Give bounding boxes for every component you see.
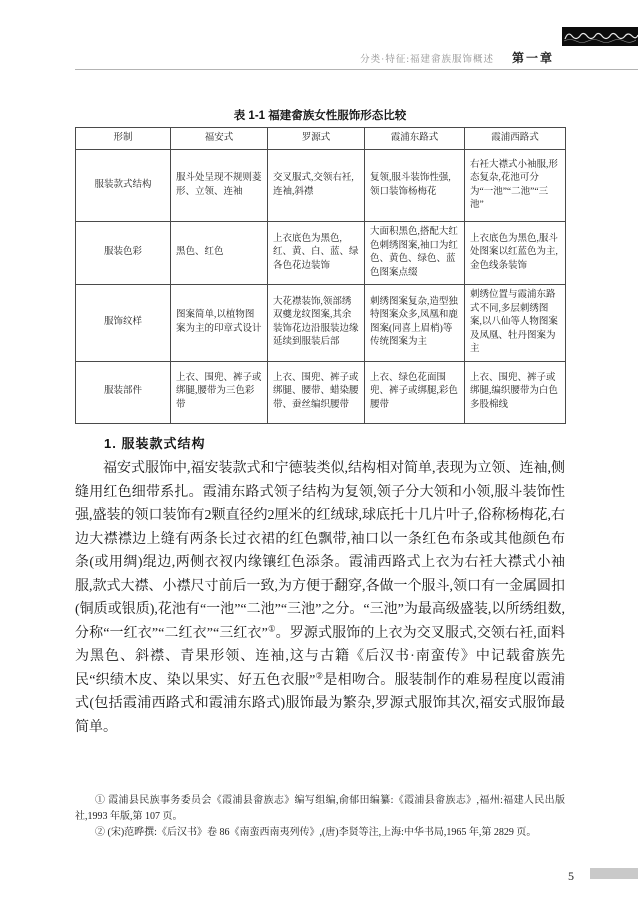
table-cell: 黑色、红色 [171, 222, 268, 285]
table-cell: 服斗处呈现不规则菱形、立领、连袖 [171, 150, 268, 222]
table-cell: 复领,服斗装饰性强,领口装饰杨梅花 [365, 150, 465, 222]
body-text-segment: 。罗源式服饰的上衣为交叉服式,交领右衽,面料为黑色、斜襟、青果形领、连袖,这与古籍《后汉书·南蛮传》中记载畲族先民“织绩木皮、染以果实、好五色衣服” [75, 625, 565, 688]
footnote-item: ① 霞浦县民族事务委员会《霞浦县畲族志》编写组编,俞郁田编纂:《霞浦县畲族志》,福州:福建人民出版社,1993 年版,第 107 页。 [75, 795, 565, 822]
table-cell: 上衣、绿色花面围兜、裤子或绑腿,彩色腰带 [365, 361, 465, 423]
section-heading: 1. 服装款式结构 [104, 436, 206, 451]
table-row [76, 285, 566, 362]
column-header: 霞浦东路式 [365, 128, 465, 150]
footer-bar [590, 868, 638, 879]
comparison-table [75, 127, 566, 424]
chapter-label: 第一章 [511, 51, 554, 65]
body-text-segment: 是相吻合。服装制作的难易程度以霞浦式(包括霞浦西路式和霞浦东路式)服饰最为繁杂,罗源式服饰其次,福安式服饰最简单。 [75, 672, 566, 735]
table-caption: 表 1-1 福建畲族女性服饰形态比较 [233, 110, 407, 122]
table-cell: 上衣、围兜、裤子或绑腿,编织腰带为白色多股棉线 [465, 361, 566, 423]
column-header: 霞浦西路式 [465, 128, 566, 150]
column-header: 罗源式 [268, 128, 365, 150]
scroll-pattern-icon [562, 27, 638, 46]
table-cell: 大花襟装饰,领部绣双夔龙纹图案,其余装饰花边沿服装边缘延续到服装后部 [268, 285, 365, 362]
table-row [76, 222, 566, 285]
footnote-item: ② (宋)范晔撰:《后汉书》卷 86《南蛮西南夷列传》,(唐)李贤等注,上海:中华书局,1965 年,第 2829 页。 [95, 827, 537, 838]
page-header [75, 49, 554, 67]
footnotes [75, 793, 565, 841]
table-row [76, 361, 566, 423]
body-text-segment: 福安式服饰中,福安装款式和宁德装类似,结构相对简单,表现为立领、连袖,侧缝用红色细带系扎。霞浦东路式领子结构为复领,领子分大领和小领,服斗装饰性强,盛装的领口装饰有2颗直径约2厘米的红绒球,球底托十几片叶子,俗称杨梅花,右边大襟襟边上缝有两条长过衣裙的红色飘带,袖口以一条红色布条或其他颜色布条(或用绸)绲边,两侧衣衩内缘镶红色添条。霞浦西路式上衣为右衽大襟式小袖服,款式大襟、小襟尺寸前后一致,为方便于翻穿,各做一个服斗,领口有一金属圆扣(铜质或银质),花池有“一池”“二池”“三池”之分。“三池”为最高级盛装,以所绣组数,分称“一红衣”“二红衣”“三红衣” [75, 461, 565, 641]
table-cell: 刺绣位置与霞浦东路式不同,多层刺绣图案,以八仙等人物图案及凤凰、牡丹图案为主 [465, 285, 566, 362]
table-cell: 上衣、围兜、裤子或绑腿,腰带为三色彩带 [171, 361, 268, 423]
table-header-row [76, 128, 566, 150]
header-rule [75, 69, 638, 70]
table-cell: 上衣底色为黑色,红、黄、白、蓝、绿各色花边装饰 [268, 222, 365, 285]
row-label: 服装色彩 [76, 222, 171, 285]
row-label: 服装款式结构 [76, 150, 171, 222]
footnote-ref-1: ① [267, 622, 276, 633]
header-ornament [562, 27, 638, 46]
table-cell: 大面积黑色,搭配大红色刺绣图案,袖口为红色、黄色、绿色、蓝色图案点缀 [365, 222, 465, 285]
table-row [76, 150, 566, 222]
column-header: 福安式 [171, 128, 268, 150]
row-label: 服装部件 [76, 361, 171, 423]
table-cell: 刺绣图案复杂,造型独特图案众多,凤凰和鹿图案(同喜上眉梢)等传统图案为主 [365, 285, 465, 362]
page-number: 5 [568, 869, 574, 883]
row-label: 服饰纹样 [76, 285, 171, 362]
table-cell: 交叉服式,交领右衽,连袖,斜襟 [268, 150, 365, 222]
table-cell: 右衽大襟式小袖服,形态复杂,花池可分为“一池”“二池”“三池” [465, 150, 566, 222]
table-cell: 上衣底色为黑色,服斗处图案以红蓝色为主,金色线条装饰 [465, 222, 566, 285]
table-cell: 图案简单,以植物图案为主的印章式设计 [171, 285, 268, 362]
running-title: 分类·特征:福建畲族服饰概述 [360, 55, 494, 65]
table-cell: 上衣、围兜、裤子或绑腿、腰带、蜡染腰带、蚕丝编织腰带 [268, 361, 365, 423]
column-header: 形制 [76, 128, 171, 150]
body-paragraph [75, 457, 565, 739]
footnote-ref-2: ② [315, 669, 324, 680]
